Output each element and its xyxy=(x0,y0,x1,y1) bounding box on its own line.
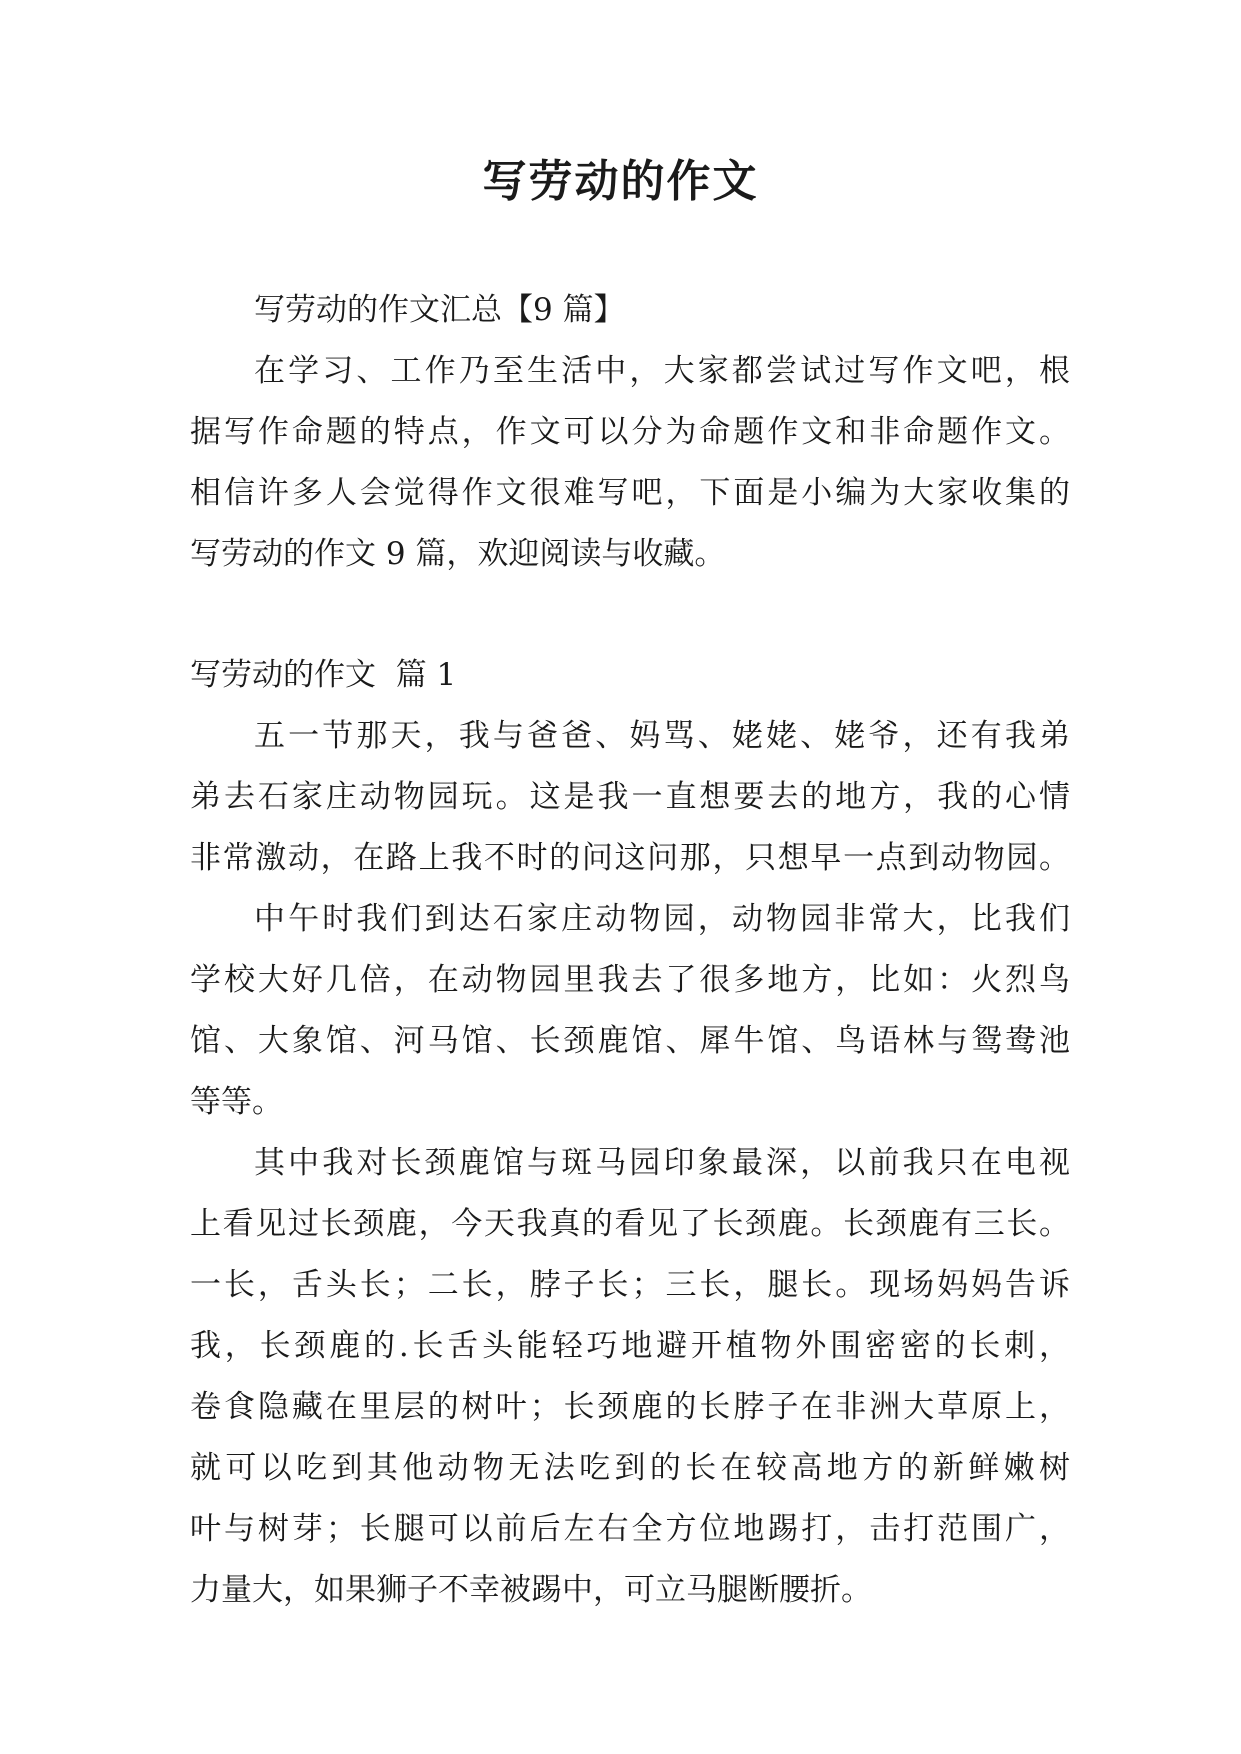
text-line: 其中我对长颈鹿馆与斑马园印象最深，以前我只在电视 xyxy=(254,1145,1070,1181)
text-line: 非常激动，在路上我不时的问这问那，只想早一点到动物园。 xyxy=(190,840,1070,876)
text-line: 力量大，如果狮子不幸被踢中，可立马腿断腰折。 xyxy=(190,1572,872,1608)
text-line: 在学习、工作乃至生活中，大家都尝试过写作文吧，根 xyxy=(254,353,1070,389)
text-line: 我，长颈鹿的.长舌头能轻巧地避开植物外围密密的长刺， xyxy=(190,1328,1070,1364)
section1-paragraph-1 xyxy=(190,706,1070,889)
section-heading: 写劳动的作文 篇 1 xyxy=(190,657,457,693)
intro-subtitle: 写劳动的作文汇总【9 篇】 xyxy=(254,292,625,328)
section1-paragraph-3 xyxy=(190,1133,1070,1621)
text-line: 叶与树芽；长腿可以前后左右全方位地踢打，击打范围广， xyxy=(190,1511,1070,1547)
section1-paragraph-2 xyxy=(190,889,1070,1133)
text-line: 卷食隐藏在里层的树叶；长颈鹿的长脖子在非洲大草原上， xyxy=(190,1389,1070,1425)
text-line: 相信许多人会觉得作文很难写吧，下面是小编为大家收集的 xyxy=(190,475,1070,511)
text-line: 学校大好几倍，在动物园里我去了很多地方，比如：火烈鸟 xyxy=(190,962,1070,998)
document-body xyxy=(190,280,1070,1621)
text-line: 五一节那天，我与爸爸、妈骂、姥姥、姥爷，还有我弟 xyxy=(254,718,1070,754)
text-line: 等等。 xyxy=(190,1084,283,1120)
spacer xyxy=(190,585,1070,645)
document-title: 写劳动的作文 xyxy=(482,156,759,207)
text-line: 中午时我们到达石家庄动物园，动物园非常大，比我们 xyxy=(254,901,1070,937)
text-line: 写劳动的作文 9 篇，欢迎阅读与收藏。 xyxy=(190,536,726,572)
text-line: 就可以吃到其他动物无法吃到的长在较高地方的新鲜嫩树 xyxy=(190,1450,1070,1486)
text-line: 馆、大象馆、河马馆、长颈鹿馆、犀牛馆、鸟语林与鸳鸯池 xyxy=(190,1023,1070,1059)
text-line: 弟去石家庄动物园玩。这是我一直想要去的地方，我的心情 xyxy=(190,779,1070,815)
text-line: 一长，舌头长；二长，脖子长；三长，腿长。现场妈妈告诉 xyxy=(190,1267,1070,1303)
intro-paragraph xyxy=(190,341,1070,585)
text-line: 据写作命题的特点，作文可以分为命题作文和非命题作文。 xyxy=(190,414,1070,450)
text-line: 上看见过长颈鹿，今天我真的看见了长颈鹿。长颈鹿有三长。 xyxy=(190,1206,1070,1242)
